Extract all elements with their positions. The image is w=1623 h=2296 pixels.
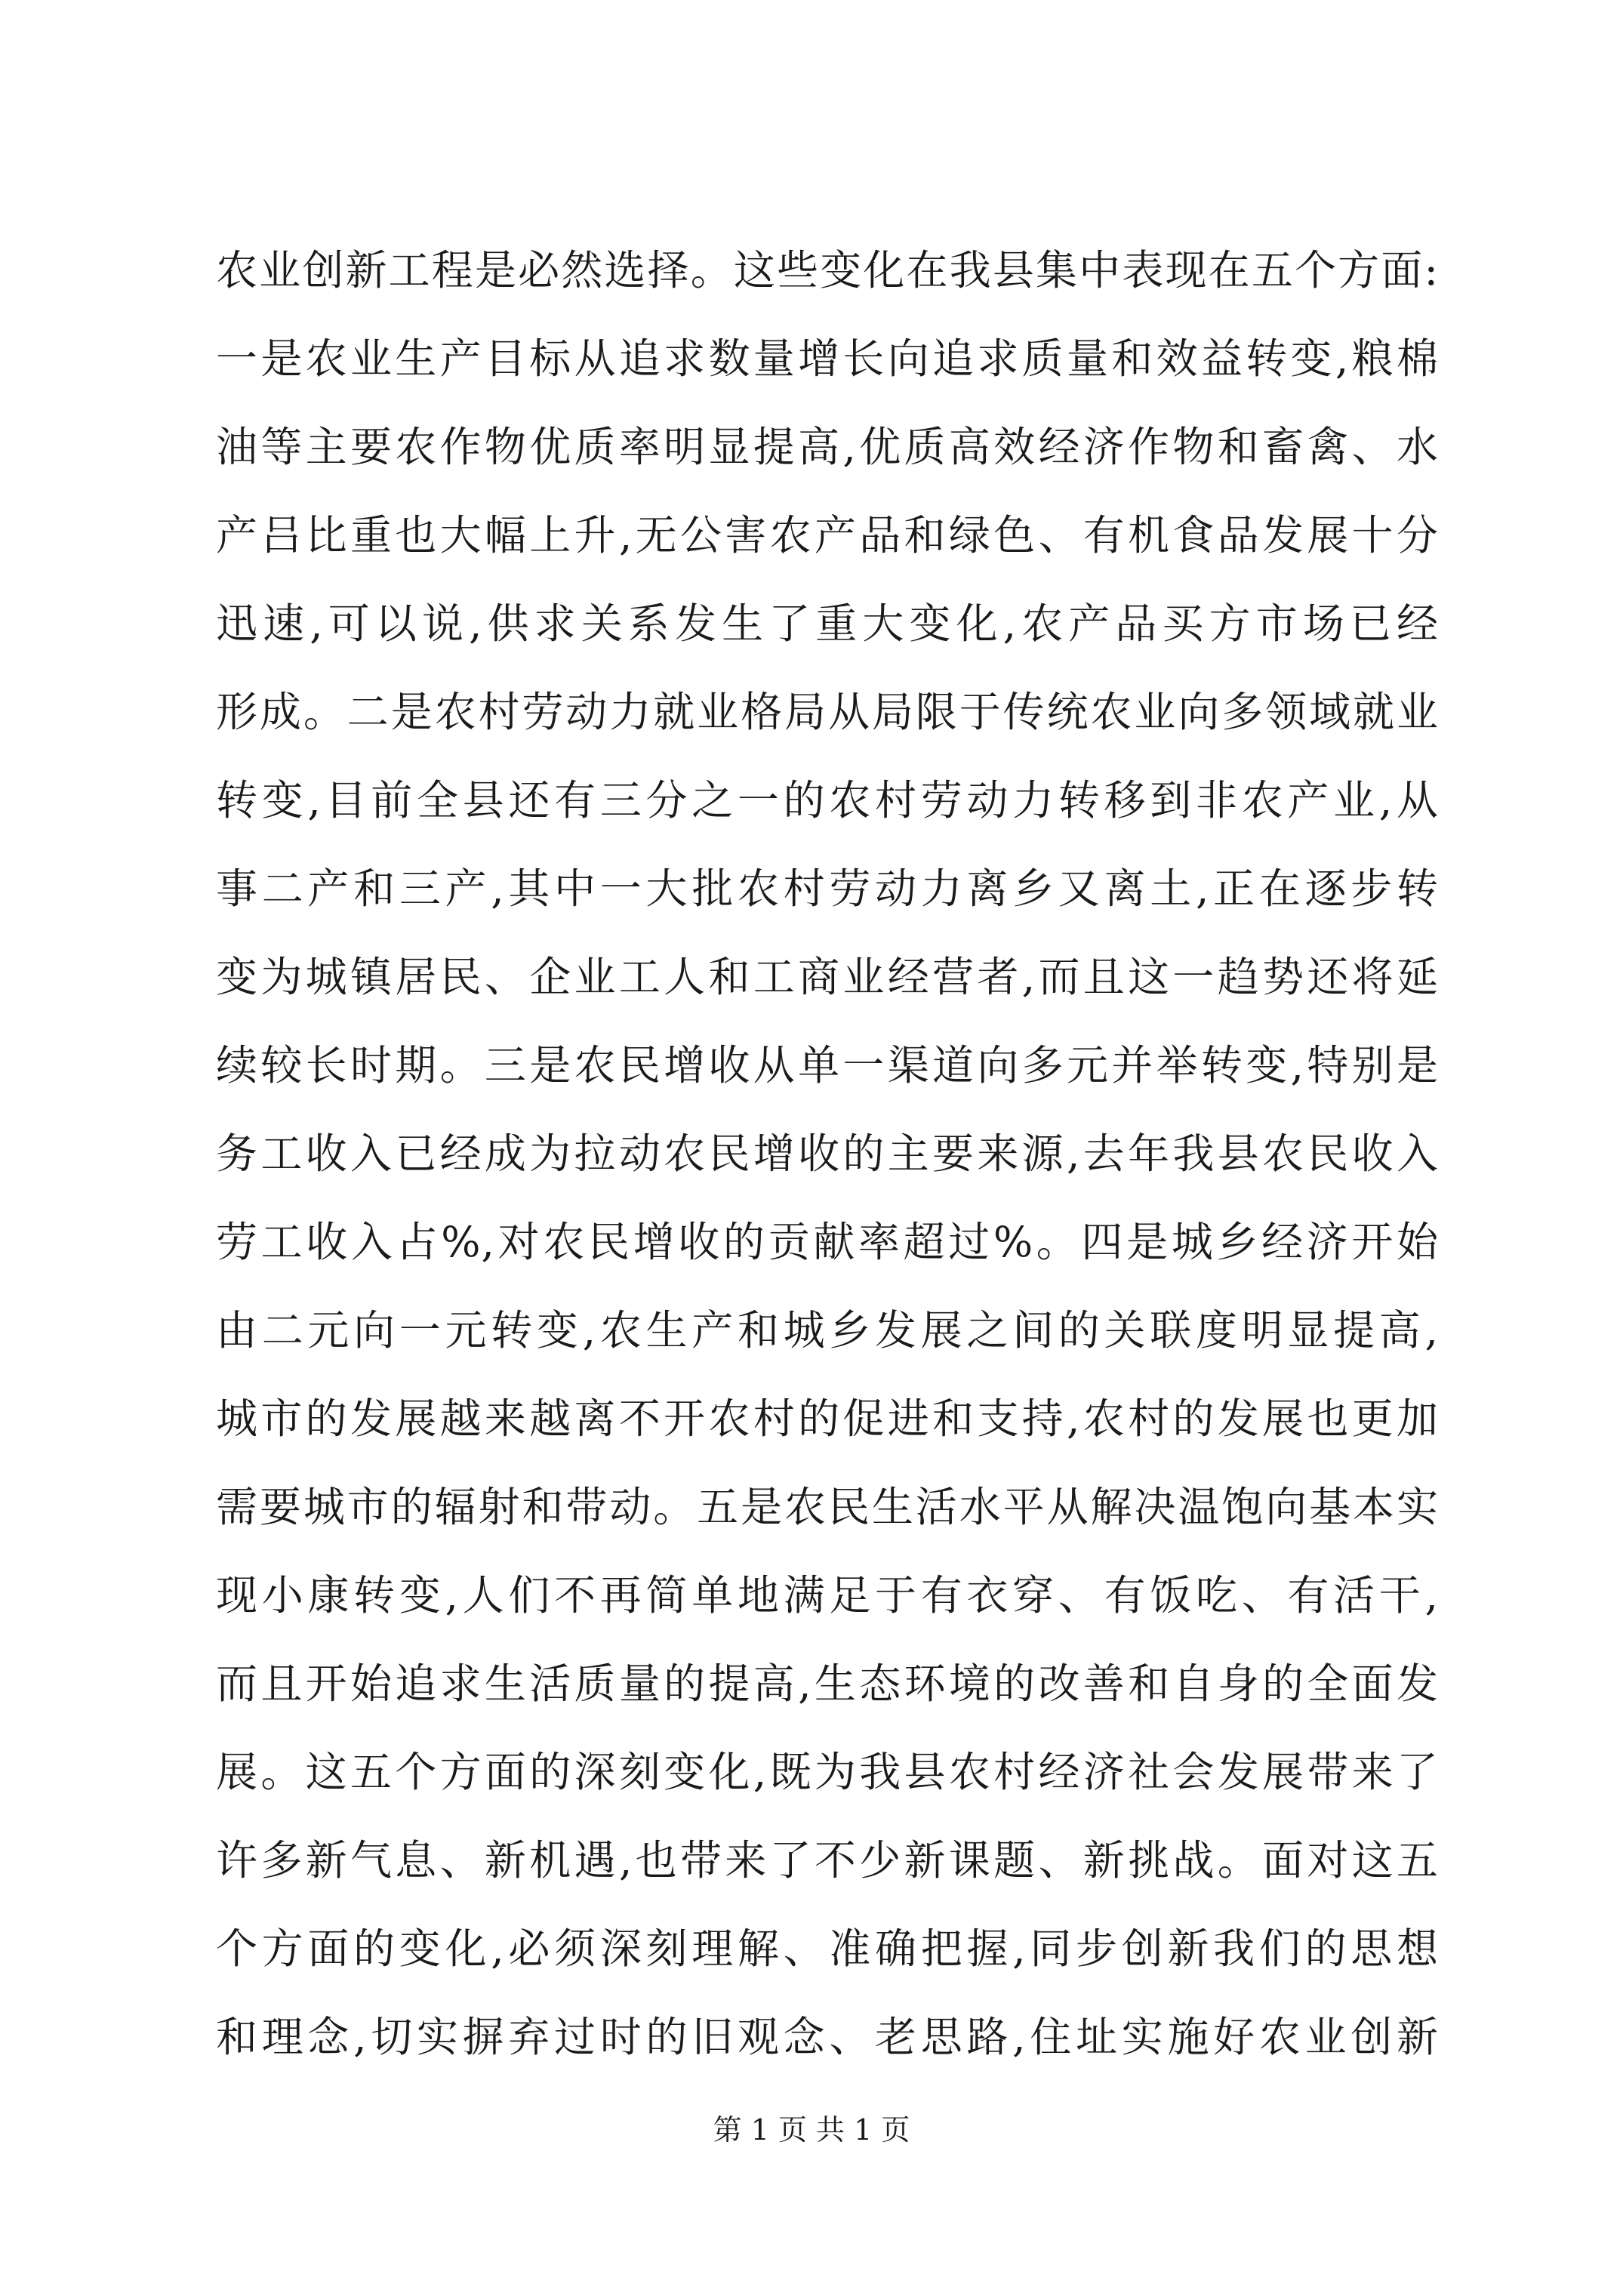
text-line-10: 续较长时期。三是农民增收从单一渠道向多元并举转变,特别是	[216, 1041, 1439, 1089]
text-line-13: 由二元向一元转变,农生产和城乡发展之间的关联度明显提高,	[216, 1306, 1439, 1354]
text-line-11: 务工收入已经成为拉动农民增收的主要来源,去年我县农民收入	[216, 1130, 1439, 1178]
text-line-16: 现小康转变,人们不再简单地满足于有衣穿、有饭吃、有活干,	[216, 1571, 1439, 1620]
text-line-15: 需要城市的辐射和带动。五是农民生活水平从解决温饱向基本实	[216, 1483, 1439, 1531]
text-line-6: 形成。二是农村劳动力就业格局从局限于传统农业向多领域就业	[216, 688, 1439, 736]
text-line-3: 油等主要农作物优质率明显提高,优质高效经济作物和畜禽、水	[216, 423, 1439, 471]
page-number-label: 第 1 页 共 1 页	[713, 2113, 910, 2147]
text-line-20: 个方面的变化,必须深刻理解、准确把握,同步创新我们的思想	[216, 1925, 1439, 1973]
text-line-8: 事二产和三产,其中一大批农村劳动力离乡又离土,正在逐步转	[216, 864, 1439, 913]
text-line-5: 迅速,可以说,供求关系发生了重大变化,农产品买方市场已经	[216, 599, 1439, 648]
page-footer	[0, 2111, 1623, 2149]
text-line-7: 转变,目前全县还有三分之一的农村劳动力转移到非农产业,从	[216, 776, 1439, 824]
text-line-18: 展。这五个方面的深刻变化,既为我县农村经济社会发展带来了	[216, 1748, 1439, 1796]
text-line-2: 一是农业生产目标从追求数量增长向追求质量和效益转变,粮棉	[216, 334, 1439, 383]
text-line-1: 农业创新工程是必然选择。这些变化在我县集中表现在五个方面:	[216, 246, 1439, 294]
text-line-12: 劳工收入占%,对农民增收的贡献率超过%。四是城乡经济开始	[216, 1218, 1439, 1266]
text-line-9: 变为城镇居民、企业工人和工商业经营者,而且这一趋势还将延	[216, 953, 1439, 1001]
text-line-21: 和理念,切实摒弃过时的旧观念、老思路,住址实施好农业创新	[216, 2013, 1439, 2061]
text-line-17: 而且开始追求生活质量的提高,生态环境的改善和自身的全面发	[216, 1660, 1439, 1708]
body-text	[216, 227, 1439, 2082]
text-line-19: 许多新气息、新机遇,也带来了不少新课题、新挑战。面对这五	[216, 1836, 1439, 1885]
text-line-4: 产吕比重也大幅上升,无公害农产品和绿色、有机食品发展十分	[216, 511, 1439, 559]
text-line-14: 城市的发展越来越离不开农村的促进和支持,农村的发展也更加	[216, 1395, 1439, 1443]
